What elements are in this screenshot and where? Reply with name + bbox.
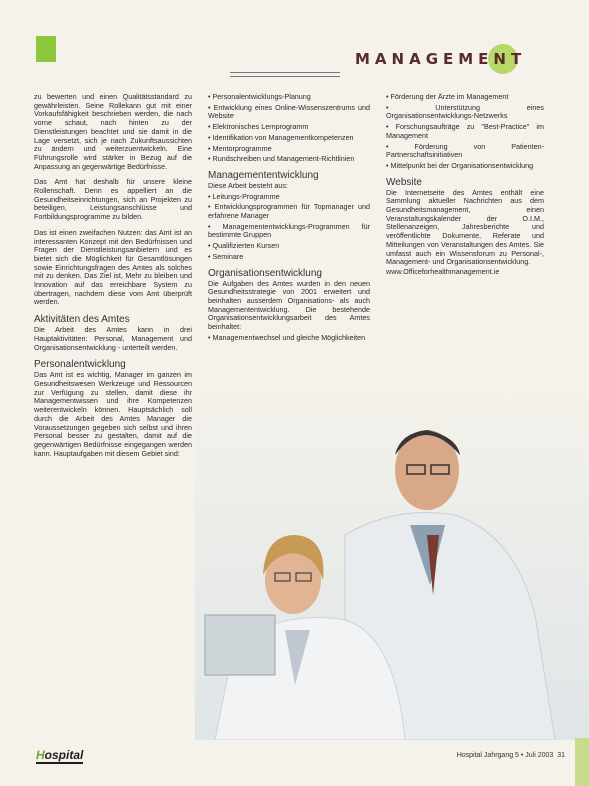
list-item: • Förderung von Patienten-Partnerschaftsinitiativen [386,141,544,160]
list-item: • Seminare [208,251,244,261]
paragraph: zu bewerten und einen Qualitätsstandard zu gewährleisten. Seine Rollekann gut mit einer Vorkaufsfähigkeit beschrieben werden, die nach vorne schaut, nach hinten zu der Dienstleistungen beachtet und sie damit in die Lage versetzt, sich je nach Zukunftsaussichten zu ändern und weiterzuentwickeln. Eine Führungsrolle wird stärker in Bezug auf die Anpassung an gegenwärtige Bedürfnisse. [34,92,192,171]
heading-website: Website [386,176,422,188]
paragraph: Das Amt ist es wichtig, Manager im ganzen im Gesundheitswesen Werkzeuge und Ressourcen zur Verfügung zu stellen, damit diese ihr Managementwissen und ihre Kompetenzen weiterentwickeln können. Hauptsächlich soll durch die Arbeit des Amtes Manager die Voraussetzungen gegeben sich selbst und ihren Personal besser zu gestalten, damit auf die gegenwärtigen Bedürfnisse eingegangen werden kann. Hauptaufgaben mit diesem Gebiet sind: [34,370,192,458]
list-item: • Förderung der Ärzte im Management [386,92,509,101]
paragraph: Die Aufgaben des Amtes wurden in den neuen Gesundheitsstrategie von 2001 erweitert und beinhalten ausserdem Organisations- als auch Managemententwicklung. Die bestehende Organisationsentwicklungsarbeit des Amtes beinhaltet: [208,278,370,332]
list-item: • Unterstützung eines Organisationsentwicklungs-Netzwerks [386,102,544,121]
section-header [355,50,549,72]
paragraph: Die Arbeit des Amtes kann in drei Hauptaktivitäten: Personal, Management und Organisationsentwicklung - unterteilt werden. [34,325,192,352]
green-edge-bar [575,738,589,786]
accent-square [36,36,56,62]
paragraph: Das Amt hat deshalb für unsere kleine Rollenschaft. Denn es appelliert an die Gesundheitseinrichtungen, sich an Projekten zu beteiligen, Leistungsanschlüsse und Fortbildungsprogramme zu bilden. [34,177,192,222]
header-rule-lines [230,72,340,82]
list-item: • Elektronisches Lernprogramm [208,122,309,132]
heading-aktivitaeten: Aktivitäten des Amtes [34,314,130,326]
heading-personalentwicklung: Personalentwicklung [34,359,126,371]
list-item: • Managementwechsel und gleiche Möglichkeiten [208,332,366,342]
bullet-list [386,93,544,171]
column-1 [34,93,192,465]
column-3 [386,93,544,284]
list-item: • Mittelpunkt bei der Organisationsentwicklung [386,160,534,170]
paragraph: Diese Arbeit besteht aus: [208,180,288,190]
bullet-list [208,193,370,262]
heading-organisationsentwicklung: Organisationsentwicklung [208,267,322,279]
list-item: • Qualifizierten Kursen [208,241,280,251]
paragraph: Das ist einen zweifachen Nutzen: das Amt ist an interessanten Konzept mit den Bedürfnissen und Fragen der Dienstleistungsanbietern und es bietet sich die Möglichkeit für Gesamtlösungen sowie Einrichtungsfragen des Amtes als solches mit zu denken. Das Ziel ist, Mehr zu bleiben und Innovation auf das erreichbare System zu übertragen, nachdem diese vom Amt überprüft werden. [34,227,192,307]
list-item: • Personalentwicklungs-Planung [208,92,311,101]
list-item: • Identifikation von Managementkompetenzen [208,132,354,142]
list-item: • Leitungs-Programme [208,191,280,201]
bullet-list [208,93,370,164]
issue-text: Hospital Jahrgang 5 • Juli 2003 [456,752,554,759]
list-item: • Entwicklung eines Online-Wissenszentrums und Website [208,102,370,121]
website-link[interactable]: www.Officeforhealthmanagement.ie [386,266,500,276]
heading-managemententwicklung: Managemententwicklung [208,169,319,181]
list-item: • Forschungsaufträge zu "Best-Practice" im Management [386,122,544,140]
paragraph: Die Internetseite des Amtes enthält eine Sammlung aktueller Nachrichten aus dem Gesundheitsmanagement, einen Veranstaltungskalender der O.I.M., Stellenanzeigen, Jahresberichte und veröffentlichte Dokumente, Referate und Mitteilungen von Veranstaltungen des Amtes. Sie umfasst auch ein Wissensforum zu Personal-, Management- und Organisationsentwicklung. [386,187,544,267]
section-title: MANAGEMENT [355,50,527,68]
list-item: • Entwicklungsprogrammen für Topmanager und erfahrene Manager [208,202,370,221]
bullet-list [208,334,370,343]
page-number: 31 [557,752,565,759]
doctors-photo [195,385,589,740]
column-2 [208,93,370,348]
list-item: • Managemententwicklungs-Programmen für bestimmte Gruppen [208,221,370,240]
list-item: • Rundschreiben und Management-Richtlinien [208,154,355,164]
list-item: • Mentorprogramme [208,143,272,153]
footer-issue [457,752,565,759]
hospital-logo: Hospital [36,748,84,762]
